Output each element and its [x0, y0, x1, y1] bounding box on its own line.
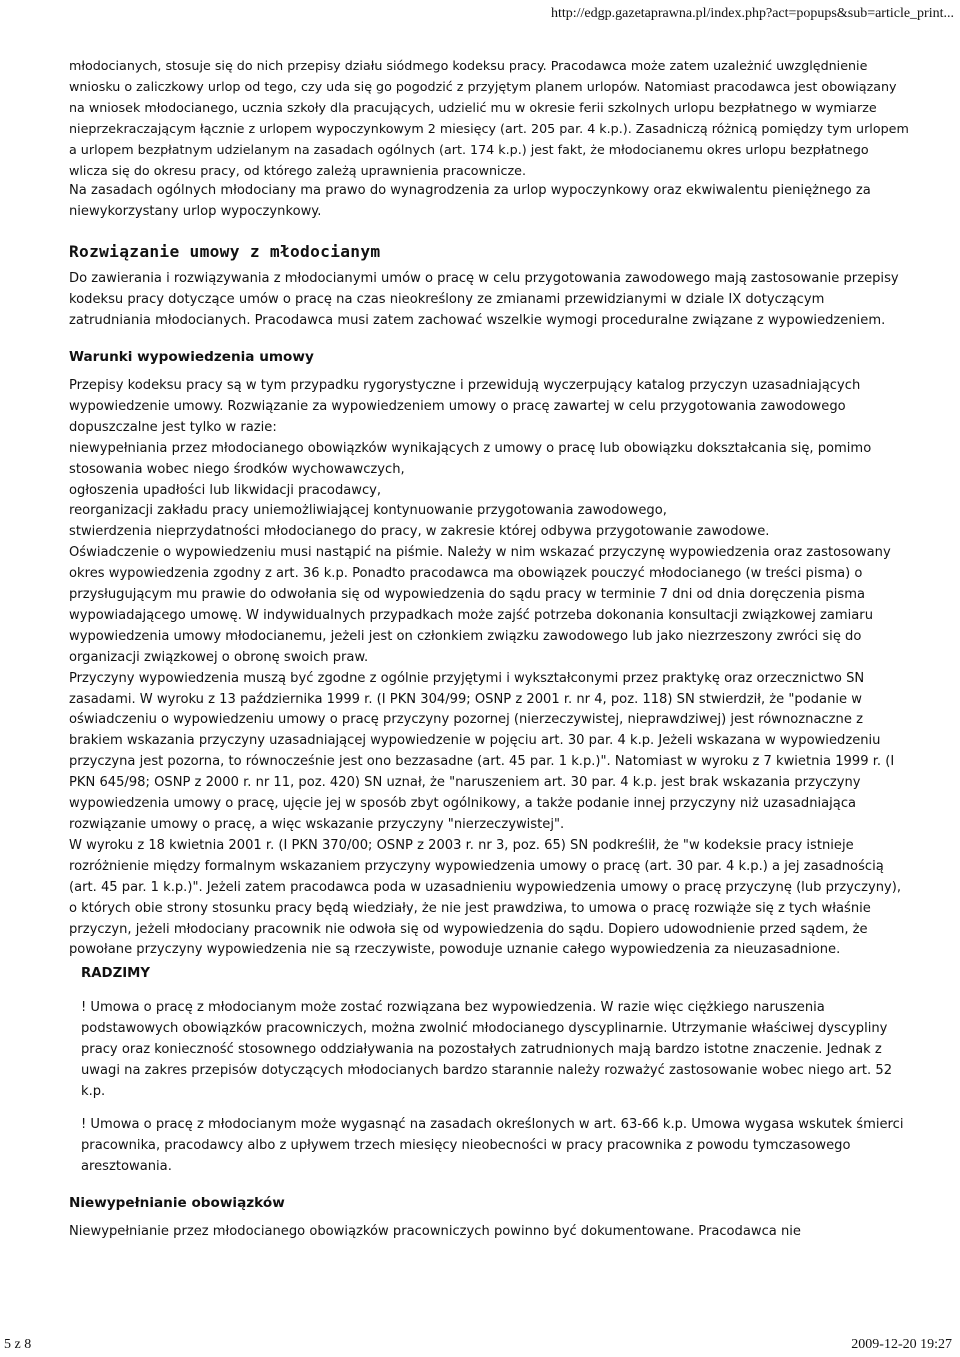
list-item: reorganizacji zakładu pracy uniemożliwiającej kontynuowanie przygotowania zawodowego,	[69, 503, 667, 519]
box-heading: RADZIMY	[81, 966, 151, 982]
paragraph: Do zawierania i rozwiązywania z młodocianymi umów o pracę w celu przygotowania zawodowego mają zastosowanie przepisy kodeksu pracy dotyczące umów o pracę na czas nieokreślony ze zmianami przewidzianymi w dziale IX dotyczącym zatrudniania młodocianych. Pracodawca musi zatem zachować wszelkie wymogi proceduralne związane z wypowiedzeniem.	[69, 271, 899, 329]
paragraph: Przepisy kodeksu pracy są w tym przypadku rygorystyczne i przewidują wyczerpujący katalog przyczyn uzasadniających wypowiedzenie umowy. Rozwiązanie za wypowiedzeniem umowy o pracę zawartej w celu przygotowania zawodowego dopuszczalne jest tylko w razie:	[69, 377, 861, 435]
paragraph: Niewypełnianie przez młodocianego obowiązków pracowniczych powinno być dokumentowane. Pracodawca nie	[69, 1223, 801, 1239]
list-item: stwierdzenia nieprzydatności młodocianego do pracy, w zakresie której odbywa przygotowanie zawodowe.	[69, 524, 770, 540]
paragraph: Przyczyny wypowiedzenia muszą być zgodne z ogólnie przyjętymi i wykształconymi przez praktykę oraz orzecznictwo SN zasadami. W wyroku z 13 października 1999 r. (I PKN 304/99; OSNP z 2001 r. nr 4, poz. 118) SN stwierdził, że "podanie w oświadczeniu o wypowiedzeniu umowy o pracę przyczyny pozornej (nierzeczywistej, nieprawdziwej) jest równoznaczne z brakiem wskazania przyczyny uzasadniającej wypowiedzenie w pojęciu art. 30 par. 4 k.p. Jeżeli wskazana w wypowiedzeniu przyczyna jest pozorna, to równocześnie jest ono bezzasadne (art. 45 par. 1 k.p.)". Natomiast w wyroku z 7 kwietnia 1999 r. (I PKN 645/98; OSNP z 2000 r. nr 11, poz. 420) SN uznał, że "naruszeniem art. 30 par. 4 k.p. jest brak wskazania przyczyny wypowiedzenia umowy o pracę, ujęcie jej w sposób zbyt ogólnikowy, a także podanie innej przyczyny niż uzasadniająca rozwiązanie umowy o pracę, a więc wskazanie przyczyny "nierzeczywistej".	[69, 670, 895, 832]
paragraph: Na zasadach ogólnych młodociany ma prawo do wynagrodzenia za urlop wypoczynkowy oraz ekwiwalentu pieniężnego za niewykorzystany urlop wypoczynkowy.	[69, 183, 871, 220]
radzimy-box	[81, 964, 909, 1177]
article-body	[69, 56, 909, 1242]
section-heading: Rozwiązanie umowy z młodocianym	[69, 242, 381, 262]
section-heading: Warunki wypowiedzenia umowy	[69, 348, 314, 365]
paragraph: Oświadczenie o wypowiedzeniu musi nastąpić na piśmie. Należy w nim wskazać przyczynę wypowiedzenia oraz zastosowany okres wypowiedzenia zgodny z art. 36 k.p. Ponadto pracodawca ma obowiązek pouczyć młodocianego (w treści pisma) o przysługującym mu prawie do odwołania się od wypowiedzenia do sądu pracy w terminie 7 dni od dnia doręczenia pisma wypowiadającego umowę. W indywidualnych przypadkach może zajść potrzeba dokonania konsultacji związkowej zamiaru wypowiedzenia umowy młodocianemu, jeżeli jest on członkiem związku zawodowego lub jako niezrzeszony zwróci się do organizacji związkowej o obronę swoich praw.	[69, 545, 891, 665]
paragraph: W wyroku z 18 kwietnia 2001 r. (I PKN 370/00; OSNP z 2003 r. nr 3, poz. 65) SN podkreślił, że "w kodeksie pracy istnieje rozróżnienie między formalnym wskazaniem przyczyny wypowiedzenia umowy o pracę (art. 30 par. 4 k.p.) a jej zasadnością (art. 45 par. 1 k.p.)". Jeżeli zatem pracodawca poda w uzasadnieniu wypowiedzenia umowy o pracę przyczynę (lub przyczyny), o których obie strony stosunku pracy będą wiedziały, że nie jest prawdziwa, to umowa o pracę rozwiąże się z tych właśnie przyczyn, jeżeli młodociany pracownik nie odwoła się od wypowiedzenia do sądu. Dopiero udowodnienie przed sądem, że powołane przyczyny wypowiedzenia nie są rzeczywiste, powoduje uznanie całego wypowiedzenia za nieuzasadnione.	[69, 837, 902, 958]
paragraph: młodocianych, stosuje się do nich przepisy działu siódmego kodeksu pracy. Pracodawca może zatem uzależnić uwzględnienie wniosku o zaliczkowy urlop od tego, czy uda się go pogodzić z przyjętym planem urlopów. Natomiast pracodawca jest obowiązany na wniosek młodocianego, ucznia szkoły dla pracujących, udzielić mu w okresie ferii szkolnych urlopu bezpłatnego w wymiarze nieprzekraczającym łącznie z urlopem wypoczynkowym 2 miesięcy (art. 205 par. 4 k.p.). Zasadniczą różnicą pomiędzy tym urlopem a urlopem bezpłatnym udzielanym na zasadach ogólnych (art. 174 k.p.) jest fakt, że młodocianemu okres urlopu bezpłatnego wlicza się do okresu pracy, od którego zależą uprawnienia pracownicze.	[69, 58, 909, 178]
list-item: ogłoszenia upadłości lub likwidacji pracodawcy,	[69, 482, 382, 498]
advice-item: ! Umowa o pracę z młodocianym może zostać rozwiązana bez wypowiedzenia. W razie więc ciężkiego naruszenia podstawowych obowiązków pracowniczych, można zwolnić młodocianego dyscyplinarnie. Utrzymanie właściwej dyscypliny pracy oraz konieczność stosownego oddziaływania na pozostałych zatrudnionych mają bardzo istotne znaczenie. Jednak z uwagi na zakres przepisów dotyczących młodocianych bardzo starannie należy rozważyć zastosowanie wobec niego art. 52 k.p.	[81, 1000, 893, 1099]
print-datetime: 2009-12-20 19:27	[851, 1337, 952, 1352]
advice-item: ! Umowa o pracę z młodocianym może wygasnąć na zasadach określonych w art. 63-66 k.p. Umowa wygasa wskutek śmierci pracownika, pracodawcy albo z upływem trzech miesięcy nieobecności w pracy pracownika z powodu tymczasowego aresztowania.	[81, 1116, 904, 1174]
page-number: 5 z 8	[4, 1337, 32, 1352]
section-heading: Niewypełnianie obowiązków	[69, 1194, 285, 1211]
print-url: http://edgp.gazetaprawna.pl/index.php?act=popups&sub=article_print...	[550, 6, 954, 21]
list-item: niewypełniania przez młodocianego obowiązków wynikających z umowy o pracę lub obowiązku dokształcania się, pomimo stosowania wobec niego środków wychowawczych,	[69, 440, 872, 477]
